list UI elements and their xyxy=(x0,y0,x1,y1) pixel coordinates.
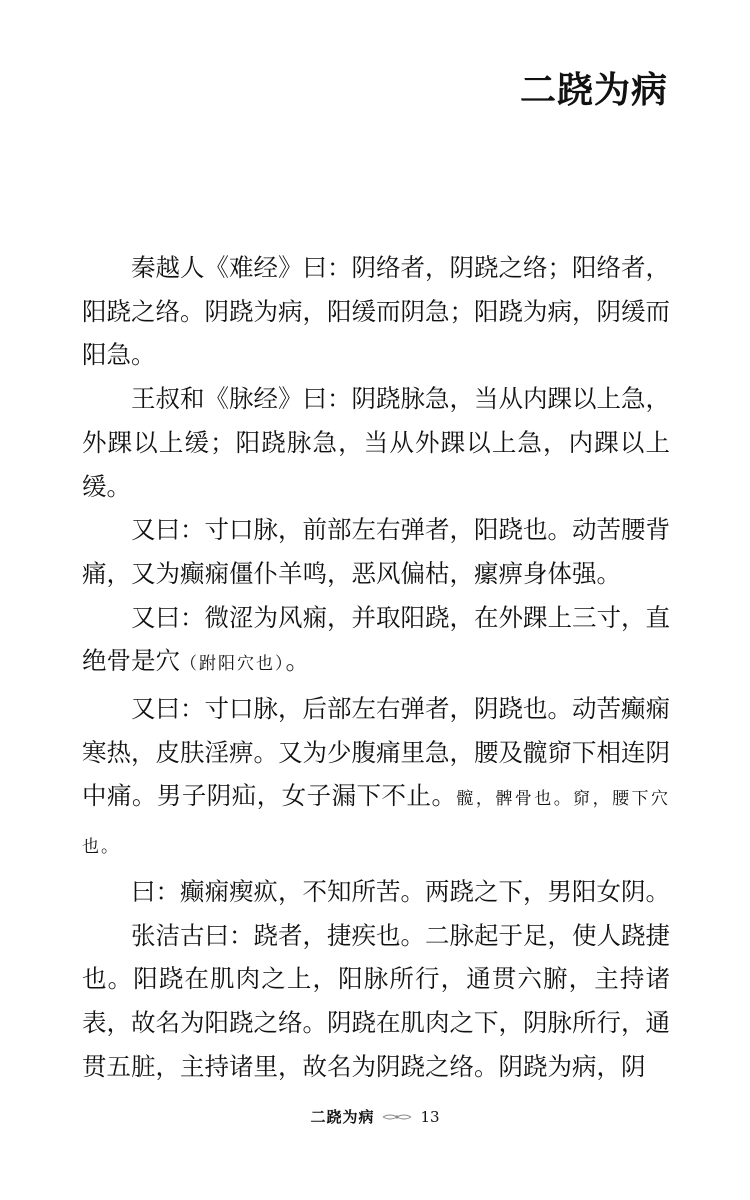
page-footer xyxy=(0,1106,750,1127)
paragraph-text-end: 。 xyxy=(285,646,310,676)
paragraph-text: 又曰：寸口脉，前部左右弹者，阳跷也。动苦腰背痛，又为癫痫僵仆羊鸣，恶风偏枯，瘰痹身体强。 xyxy=(82,515,670,588)
paragraph-dianxian xyxy=(82,870,670,914)
paragraph-zhang-jiegu xyxy=(82,914,670,1089)
body-text xyxy=(82,246,670,1088)
ornament-icon xyxy=(382,1112,412,1122)
annotation-note: 髋，髀骨也。窌，腰下穴也。 xyxy=(82,789,671,858)
paragraph-text: 张洁古曰：跷者，捷疾也。二脉起于足，使人跷捷也。阳跷在肌肉之上，阳脉所行，通贯六腑，主持诸表，故名为阳跷之络。阴跷在肌肉之下，阴脉所行，通贯五脏，主持诸里，故名为阴跷之络。阴跷为病，阴 xyxy=(82,920,670,1081)
page-number: 13 xyxy=(420,1107,440,1126)
paragraph-yinqiao-pulse xyxy=(82,687,670,870)
paragraph-text: 又曰：微涩为风痫，并取阳跷，在外踝上三寸，直绝骨是穴 xyxy=(82,602,670,676)
paragraph-text: 曰：癫痫瘈疭，不知所苦。两跷之下，男阳女阴。 xyxy=(131,876,670,906)
paragraph-yangqiao-pulse xyxy=(82,508,670,595)
footer-title: 二跷为病 xyxy=(310,1108,375,1126)
paragraph-text: 王叔和《脉经》曰：阴跷脉急，当从内踝以上急，外踝以上缓；阳跷脉急，当从外踝以上急，内踝以上缓。 xyxy=(82,384,670,501)
paragraph-text: 秦越人《难经》曰：阴络者，阴跷之络；阳络者，阳跷之络。阴跷为病，阳缓而阴急；阳跷为病，阴缓而阳急。 xyxy=(82,253,670,370)
paragraph-maijing xyxy=(82,377,670,508)
paragraph-fengxian xyxy=(82,596,670,687)
paragraph-nanjing xyxy=(82,246,670,377)
paragraph-text: 又曰：寸口脉，后部左右弹者，阴跷也。动苦癫痫寒热，皮肤淫痹。又为少腹痛里急，腰及髋窌下相连阴中痛。男子阴疝，女子漏下不止。 xyxy=(82,694,670,811)
page-title: 二跷为病 xyxy=(519,69,668,111)
annotation-note: （跗阳穴也） xyxy=(180,654,286,675)
